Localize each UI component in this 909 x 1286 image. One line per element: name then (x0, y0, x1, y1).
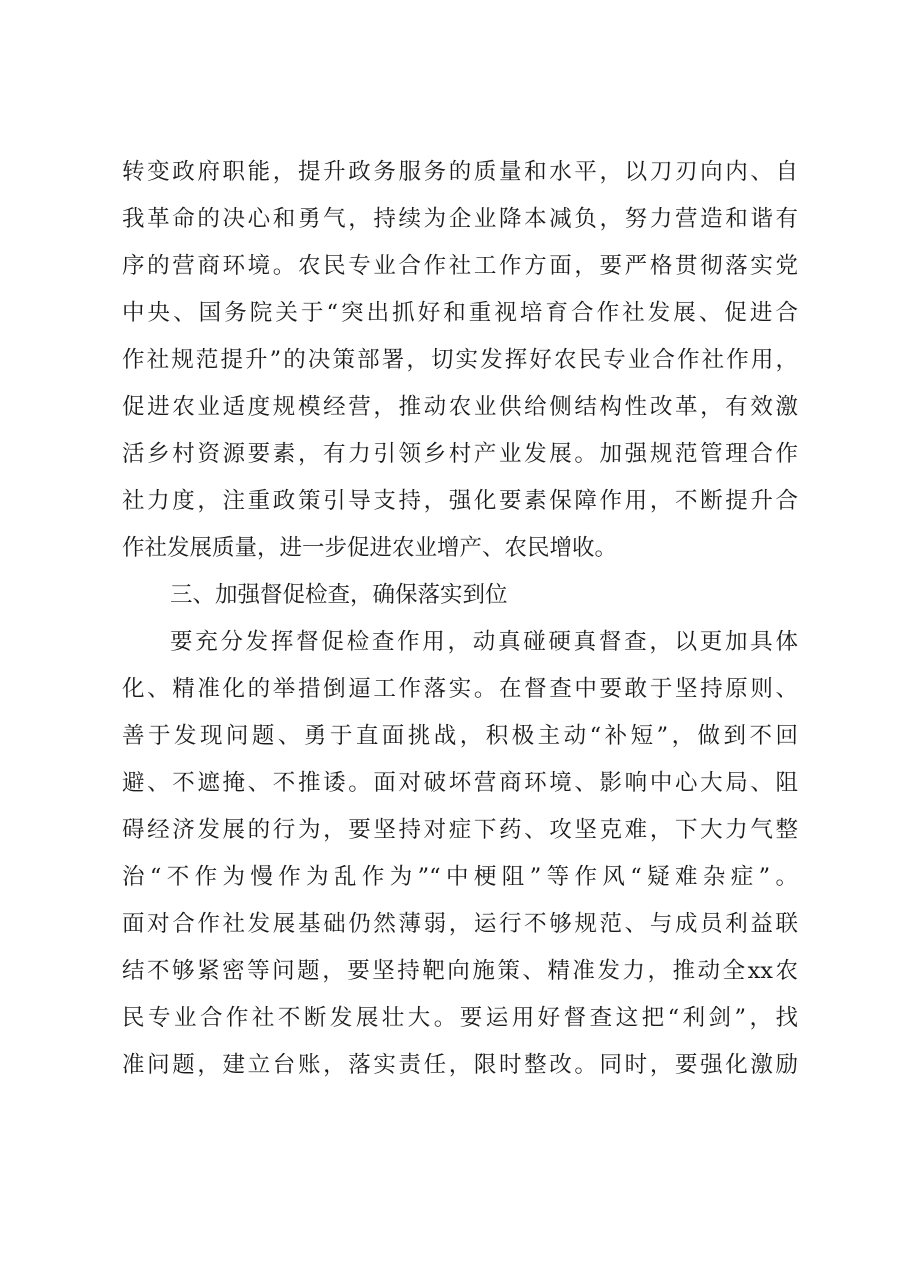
paragraph-2-line-5: 碍经济发展的行为，要坚持对症下药、攻坚克难，下大力气整 (122, 817, 798, 843)
paragraph-2-line-2: 化、精准化的举措倒逼工作落实。在督查中要敢于坚持原则、 (122, 676, 798, 702)
paragraph-2-line-4: 避、不遮掩、不推诿。面对破坏营商环境、影响中心大局、阻 (122, 770, 798, 796)
paragraph-1-line-5: 作社规范提升”的决策部署，切实发挥好农民专业合作社作用， (122, 347, 798, 373)
paragraph-2-line-7: 面对合作社发展基础仍然薄弱，运行不够规范、与成员利益联 (122, 911, 798, 937)
paragraph-1-line-4: 中央、国务院关于“突出抓好和重视培育合作社发展、促进合 (122, 300, 798, 326)
paragraph-2-line-6: 治“不作为慢作为乱作为”“中梗阻”等作风“疑难杂症”。 (122, 864, 798, 890)
paragraph-2-line-8: 结不够紧密等问题，要坚持靶向施策、精准发力，推动全xx农 (122, 958, 798, 984)
paragraph-1-line-2: 我革命的决心和勇气，持续为企业降本减负，努力营造和谐有 (122, 206, 798, 232)
paragraph-2-line-10: 准问题，建立台账，落实责任，限时整改。同时，要强化激励 (122, 1052, 798, 1078)
paragraph-1-line-6: 促进农业适度规模经营，推动农业供给侧结构性改革，有效激 (122, 394, 798, 420)
paragraph-1-line-3: 序的营商环境。农民专业合作社工作方面，要严格贯彻落实党 (122, 253, 798, 279)
paragraph-2-line-3: 善于发现问题、勇于直面挑战，积极主动“补短”，做到不回 (122, 723, 798, 749)
section-heading: 三、加强督促检查，确保落实到位 (170, 582, 508, 608)
paragraph-2-line-1: 要充分发挥督促检查作用，动真碰硬真督查，以更加具体 (170, 629, 798, 655)
paragraph-1-line-9: 作社发展质量，进一步促进农业增产、农民增收。 (122, 535, 618, 561)
paragraph-1-line-7: 活乡村资源要素，有力引领乡村产业发展。加强规范管理合作 (122, 441, 798, 467)
paragraph-1-line-1: 转变政府职能，提升政务服务的质量和水平，以刀刃向内、自 (122, 159, 798, 185)
paragraph-1-line-8: 社力度，注重政策引导支持，强化要素保障作用，不断提升合 (122, 488, 798, 514)
paragraph-2-line-9: 民专业合作社不断发展壮大。要运用好督查这把“利剑”，找 (122, 1005, 798, 1031)
